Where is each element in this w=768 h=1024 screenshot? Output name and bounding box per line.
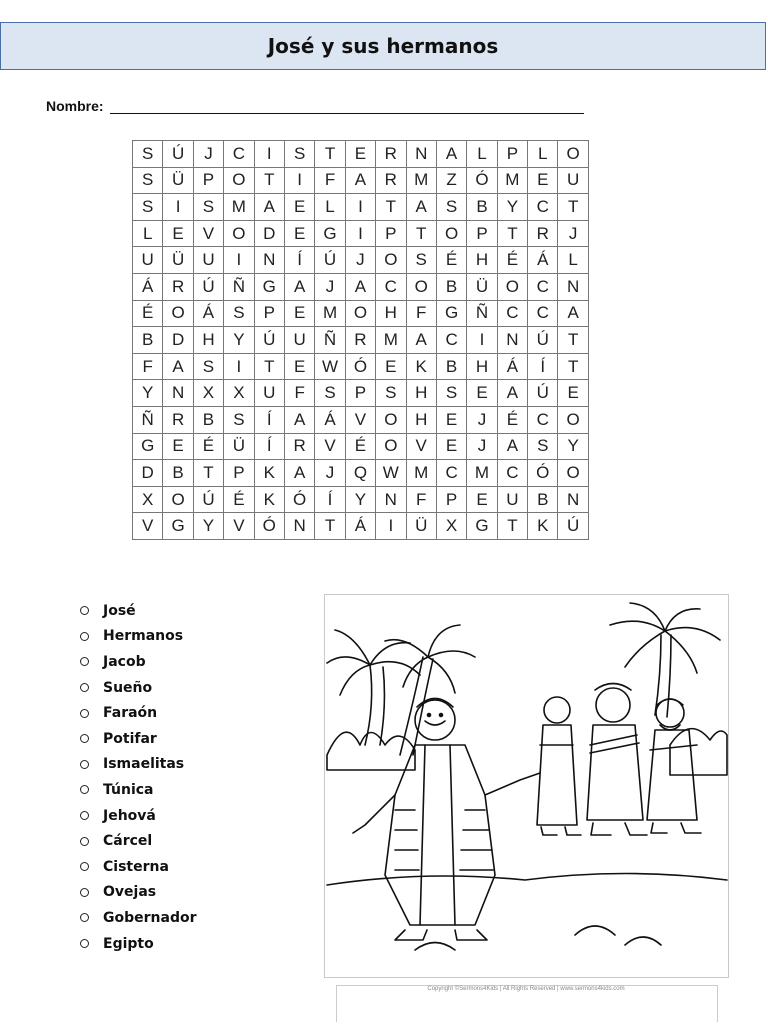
grid-cell[interactable]: Y <box>345 486 375 513</box>
grid-cell[interactable]: Ü <box>406 513 436 540</box>
grid-cell[interactable]: T <box>254 167 284 194</box>
grid-cell[interactable]: E <box>345 141 375 168</box>
grid-cell[interactable]: T <box>254 353 284 380</box>
grid-cell[interactable]: Q <box>345 460 375 487</box>
circle-bullet-icon[interactable] <box>80 785 89 794</box>
word-label: Túnica <box>103 781 154 798</box>
grid-cell[interactable]: H <box>467 247 497 274</box>
grid-row <box>133 327 589 354</box>
grid-cell[interactable]: B <box>436 273 466 300</box>
grid-cell[interactable]: C <box>528 300 558 327</box>
grid-cell[interactable]: G <box>315 220 345 247</box>
grid-cell[interactable]: F <box>284 380 314 407</box>
grid-cell[interactable]: B <box>528 486 558 513</box>
word-label: Egipto <box>103 935 154 952</box>
grid-cell[interactable]: C <box>528 273 558 300</box>
grid-cell[interactable]: M <box>497 167 527 194</box>
word-label: Potifar <box>103 730 157 747</box>
grid-cell[interactable]: R <box>284 433 314 460</box>
grid-cell[interactable]: B <box>193 406 223 433</box>
grid-cell[interactable]: K <box>254 486 284 513</box>
grid-cell[interactable]: H <box>193 327 223 354</box>
word-label: Ovejas <box>103 884 157 901</box>
grid-cell[interactable]: P <box>436 486 466 513</box>
grid-cell[interactable]: O <box>224 167 254 194</box>
word-list-item <box>80 777 197 803</box>
grid-cell[interactable]: G <box>163 513 193 540</box>
grid-cell[interactable]: T <box>315 141 345 168</box>
grid-cell[interactable]: B <box>133 327 163 354</box>
grid-cell[interactable]: I <box>224 353 254 380</box>
grid-cell[interactable]: O <box>345 300 375 327</box>
grid-cell[interactable]: A <box>406 194 436 221</box>
grid-cell[interactable]: R <box>528 220 558 247</box>
word-label: Jacob <box>103 653 146 670</box>
grid-cell[interactable]: O <box>376 433 406 460</box>
grid-cell[interactable]: Í <box>254 433 284 460</box>
grid-cell[interactable]: N <box>284 513 314 540</box>
grid-cell[interactable]: E <box>284 220 314 247</box>
grid-cell[interactable]: V <box>224 513 254 540</box>
grid-cell[interactable]: L <box>315 194 345 221</box>
word-list-item <box>80 880 197 906</box>
grid-cell[interactable]: P <box>467 220 497 247</box>
grid-row <box>133 406 589 433</box>
grid-cell[interactable]: B <box>163 460 193 487</box>
grid-cell[interactable]: E <box>528 167 558 194</box>
grid-cell[interactable]: S <box>436 380 466 407</box>
grid-cell[interactable]: E <box>284 353 314 380</box>
grid-cell[interactable]: S <box>376 380 406 407</box>
grid-cell[interactable]: D <box>133 460 163 487</box>
grid-row <box>133 300 589 327</box>
grid-cell[interactable]: V <box>193 220 223 247</box>
grid-cell[interactable]: I <box>345 194 375 221</box>
grid-cell[interactable]: Ú <box>558 513 588 540</box>
grid-cell[interactable]: S <box>315 380 345 407</box>
word-list-item <box>80 905 197 931</box>
grid-cell[interactable]: T <box>558 327 588 354</box>
grid-cell[interactable]: M <box>315 300 345 327</box>
grid-cell[interactable]: D <box>254 220 284 247</box>
grid-cell[interactable]: S <box>436 194 466 221</box>
grid-cell[interactable]: X <box>436 513 466 540</box>
grid-cell[interactable]: R <box>376 167 406 194</box>
grid-cell[interactable]: Á <box>345 513 375 540</box>
grid-cell[interactable]: E <box>467 380 497 407</box>
grid-cell[interactable]: Ú <box>193 273 223 300</box>
grid-cell[interactable]: C <box>497 460 527 487</box>
grid-cell[interactable]: E <box>163 433 193 460</box>
grid-cell[interactable]: J <box>315 273 345 300</box>
grid-cell[interactable]: A <box>284 460 314 487</box>
grid-cell[interactable]: C <box>497 300 527 327</box>
grid-cell[interactable]: S <box>133 167 163 194</box>
grid-cell[interactable]: O <box>406 273 436 300</box>
grid-cell[interactable]: H <box>406 380 436 407</box>
circle-bullet-icon[interactable] <box>80 606 89 615</box>
word-list-item <box>80 649 197 675</box>
grid-row <box>133 380 589 407</box>
grid-cell[interactable]: Á <box>315 406 345 433</box>
grid-cell[interactable]: J <box>558 220 588 247</box>
circle-bullet-icon[interactable] <box>80 913 89 922</box>
grid-cell[interactable]: N <box>406 141 436 168</box>
grid-cell[interactable]: F <box>406 300 436 327</box>
word-list-item <box>80 931 197 957</box>
grid-cell[interactable]: Y <box>193 513 223 540</box>
grid-cell[interactable]: Ú <box>254 327 284 354</box>
grid-cell[interactable]: C <box>376 273 406 300</box>
grid-cell[interactable]: N <box>254 247 284 274</box>
grid-cell[interactable]: G <box>467 513 497 540</box>
grid-cell[interactable]: P <box>224 460 254 487</box>
page-title: José y sus hermanos <box>267 34 499 58</box>
grid-cell[interactable]: Í <box>254 406 284 433</box>
word-list <box>80 598 197 956</box>
title-bar <box>0 22 766 70</box>
grid-cell[interactable]: V <box>133 513 163 540</box>
grid-cell[interactable]: I <box>224 247 254 274</box>
grid-cell[interactable]: Ó <box>345 353 375 380</box>
grid-cell[interactable]: C <box>224 141 254 168</box>
grid-cell[interactable]: U <box>558 167 588 194</box>
grid-cell[interactable]: W <box>315 353 345 380</box>
grid-cell[interactable]: L <box>133 220 163 247</box>
word-list-item <box>80 675 197 701</box>
grid-cell[interactable]: É <box>193 433 223 460</box>
grid-cell[interactable]: É <box>224 486 254 513</box>
grid-cell[interactable]: S <box>133 194 163 221</box>
grid-cell[interactable]: Ó <box>254 513 284 540</box>
grid-cell[interactable]: M <box>406 460 436 487</box>
grid-cell[interactable]: N <box>497 327 527 354</box>
grid-cell[interactable]: P <box>345 380 375 407</box>
grid-cell[interactable]: É <box>133 300 163 327</box>
circle-bullet-icon[interactable] <box>80 862 89 871</box>
grid-cell[interactable]: T <box>497 513 527 540</box>
grid-cell[interactable]: Y <box>133 380 163 407</box>
grid-cell[interactable]: S <box>133 141 163 168</box>
grid-cell[interactable]: Ú <box>193 486 223 513</box>
circle-bullet-icon[interactable] <box>80 939 89 948</box>
grid-cell[interactable]: K <box>254 460 284 487</box>
grid-cell[interactable]: A <box>254 194 284 221</box>
grid-cell[interactable]: R <box>376 141 406 168</box>
grid-cell[interactable]: X <box>224 380 254 407</box>
circle-bullet-icon[interactable] <box>80 760 89 769</box>
grid-cell[interactable]: E <box>467 486 497 513</box>
grid-cell[interactable]: O <box>376 406 406 433</box>
grid-cell[interactable]: É <box>497 247 527 274</box>
grid-cell[interactable]: Á <box>133 273 163 300</box>
joseph-brothers-illustration <box>325 595 728 977</box>
grid-cell[interactable]: Ó <box>467 167 497 194</box>
grid-cell[interactable]: Ñ <box>224 273 254 300</box>
grid-row <box>133 273 589 300</box>
grid-cell[interactable]: T <box>558 194 588 221</box>
grid-cell[interactable]: I <box>376 513 406 540</box>
word-label: Cisterna <box>103 858 169 875</box>
grid-cell[interactable]: R <box>163 273 193 300</box>
grid-cell[interactable]: L <box>528 141 558 168</box>
grid-cell[interactable]: Ú <box>163 141 193 168</box>
grid-cell[interactable]: A <box>497 380 527 407</box>
grid-cell[interactable]: P <box>497 141 527 168</box>
circle-bullet-icon[interactable] <box>80 632 89 641</box>
grid-cell[interactable]: U <box>133 247 163 274</box>
grid-cell[interactable]: Á <box>193 300 223 327</box>
grid-cell[interactable]: O <box>163 300 193 327</box>
grid-cell[interactable]: T <box>315 513 345 540</box>
grid-cell[interactable]: M <box>406 167 436 194</box>
grid-cell[interactable]: A <box>436 141 466 168</box>
grid-cell[interactable]: K <box>406 353 436 380</box>
word-label: Faraón <box>103 705 158 722</box>
grid-cell[interactable]: V <box>345 406 375 433</box>
grid-cell[interactable]: Í <box>284 247 314 274</box>
grid-cell[interactable]: J <box>467 433 497 460</box>
grid-cell[interactable]: Ó <box>284 486 314 513</box>
grid-cell[interactable]: S <box>224 300 254 327</box>
grid-cell[interactable]: Z <box>436 167 466 194</box>
grid-row <box>133 141 589 168</box>
grid-cell[interactable]: X <box>133 486 163 513</box>
grid-cell[interactable]: Ü <box>163 167 193 194</box>
grid-cell[interactable]: P <box>193 167 223 194</box>
grid-cell[interactable]: I <box>163 194 193 221</box>
grid-cell[interactable]: A <box>406 327 436 354</box>
grid-cell[interactable]: M <box>467 460 497 487</box>
grid-cell[interactable]: U <box>497 486 527 513</box>
grid-cell[interactable]: E <box>376 353 406 380</box>
circle-bullet-icon[interactable] <box>80 709 89 718</box>
grid-cell[interactable]: E <box>284 194 314 221</box>
word-list-item <box>80 700 197 726</box>
grid-cell[interactable]: V <box>315 433 345 460</box>
grid-cell[interactable]: E <box>436 406 466 433</box>
grid-cell[interactable]: P <box>376 220 406 247</box>
grid-cell[interactable]: N <box>558 486 588 513</box>
grid-row <box>133 353 589 380</box>
grid-cell[interactable]: S <box>193 194 223 221</box>
grid-cell[interactable]: A <box>497 433 527 460</box>
grid-cell[interactable]: C <box>528 194 558 221</box>
circle-bullet-icon[interactable] <box>80 837 89 846</box>
grid-cell[interactable]: O <box>558 460 588 487</box>
word-list-item <box>80 598 197 624</box>
grid-cell[interactable]: Ú <box>315 247 345 274</box>
grid-cell[interactable]: U <box>193 247 223 274</box>
grid-cell[interactable]: I <box>345 220 375 247</box>
grid-cell[interactable]: P <box>254 300 284 327</box>
grid-row <box>133 513 589 540</box>
grid-cell[interactable]: Ú <box>528 380 558 407</box>
grid-cell[interactable]: Ñ <box>315 327 345 354</box>
grid-row <box>133 433 589 460</box>
grid-cell[interactable]: A <box>558 300 588 327</box>
word-list-item <box>80 624 197 650</box>
grid-cell[interactable]: S <box>528 433 558 460</box>
grid-row <box>133 220 589 247</box>
grid-cell[interactable]: I <box>254 141 284 168</box>
grid-cell[interactable]: C <box>436 460 466 487</box>
grid-cell[interactable]: U <box>284 327 314 354</box>
grid-cell[interactable]: Ü <box>467 273 497 300</box>
grid-cell[interactable]: O <box>163 486 193 513</box>
grid-cell[interactable]: Ó <box>528 460 558 487</box>
grid-row <box>133 167 589 194</box>
grid-row <box>133 486 589 513</box>
grid-cell[interactable]: R <box>163 406 193 433</box>
grid-cell[interactable]: O <box>436 220 466 247</box>
grid-cell[interactable]: W <box>376 460 406 487</box>
grid-cell[interactable]: Í <box>315 486 345 513</box>
grid-cell[interactable]: X <box>193 380 223 407</box>
grid-cell[interactable]: G <box>133 433 163 460</box>
grid-cell[interactable]: A <box>345 273 375 300</box>
grid-cell[interactable]: T <box>406 220 436 247</box>
grid-cell[interactable]: E <box>284 300 314 327</box>
grid-cell[interactable]: N <box>376 486 406 513</box>
grid-cell[interactable]: Ñ <box>467 300 497 327</box>
grid-cell[interactable]: I <box>467 327 497 354</box>
grid-cell[interactable]: E <box>558 380 588 407</box>
grid-cell[interactable]: A <box>345 167 375 194</box>
grid-cell[interactable]: Ñ <box>133 406 163 433</box>
grid-cell[interactable]: O <box>558 141 588 168</box>
grid-cell[interactable]: J <box>467 406 497 433</box>
grid-cell[interactable]: J <box>193 141 223 168</box>
grid-cell[interactable]: A <box>284 406 314 433</box>
grid-cell[interactable]: Í <box>528 353 558 380</box>
grid-cell[interactable]: I <box>284 167 314 194</box>
circle-bullet-icon[interactable] <box>80 888 89 897</box>
word-list-item <box>80 752 197 778</box>
grid-cell[interactable]: Ú <box>528 327 558 354</box>
word-label: Hermanos <box>103 628 184 645</box>
word-list-item <box>80 854 197 880</box>
grid-cell[interactable]: T <box>376 194 406 221</box>
grid-cell[interactable]: Ü <box>224 433 254 460</box>
grid-cell[interactable]: O <box>224 220 254 247</box>
grid-cell[interactable]: F <box>315 167 345 194</box>
grid-cell[interactable]: E <box>436 433 466 460</box>
grid-cell[interactable]: N <box>558 273 588 300</box>
circle-bullet-icon[interactable] <box>80 683 89 692</box>
word-list-item <box>80 726 197 752</box>
grid-cell[interactable]: B <box>467 194 497 221</box>
grid-cell[interactable]: Y <box>224 327 254 354</box>
grid-cell[interactable]: C <box>436 327 466 354</box>
grid-cell[interactable]: G <box>254 273 284 300</box>
name-blank-line[interactable] <box>110 99 584 114</box>
name-field <box>46 98 584 114</box>
grid-cell[interactable]: J <box>315 460 345 487</box>
grid-row <box>133 194 589 221</box>
word-label: Ismaelitas <box>103 756 185 773</box>
grid-cell[interactable]: S <box>193 353 223 380</box>
grid-cell[interactable]: O <box>376 247 406 274</box>
grid-cell[interactable]: S <box>406 247 436 274</box>
grid-cell[interactable]: T <box>558 353 588 380</box>
word-label: Jehová <box>103 807 156 824</box>
grid-cell[interactable]: N <box>163 380 193 407</box>
grid-row <box>133 247 589 274</box>
word-label: Gobernador <box>103 909 197 926</box>
grid-cell[interactable]: A <box>163 353 193 380</box>
grid-cell[interactable]: Ü <box>163 247 193 274</box>
copyright-text: Copyright ©Sermons4Kids | All Rights Reserved | www.sermons4kids.com <box>427 986 625 992</box>
grid-cell[interactable]: O <box>558 406 588 433</box>
circle-bullet-icon[interactable] <box>80 657 89 666</box>
grid-cell[interactable]: G <box>436 300 466 327</box>
grid-cell[interactable]: Y <box>558 433 588 460</box>
grid-cell[interactable]: B <box>436 353 466 380</box>
grid-cell[interactable]: K <box>528 513 558 540</box>
name-label: Nombre: <box>46 98 104 114</box>
coloring-illustration <box>324 594 729 978</box>
grid-cell[interactable]: T <box>193 460 223 487</box>
grid-cell[interactable]: Y <box>497 194 527 221</box>
grid-cell[interactable]: C <box>528 406 558 433</box>
grid-cell[interactable]: F <box>406 486 436 513</box>
grid-cell[interactable]: U <box>254 380 284 407</box>
grid-cell[interactable]: M <box>224 194 254 221</box>
grid-cell[interactable]: H <box>406 406 436 433</box>
grid-cell[interactable]: O <box>497 273 527 300</box>
grid-cell[interactable]: V <box>406 433 436 460</box>
grid-cell[interactable]: É <box>345 433 375 460</box>
circle-bullet-icon[interactable] <box>80 734 89 743</box>
word-label: José <box>103 602 136 619</box>
grid-cell[interactable]: S <box>284 141 314 168</box>
word-list-item <box>80 803 197 829</box>
grid-cell[interactable]: Á <box>528 247 558 274</box>
grid-cell[interactable]: H <box>467 353 497 380</box>
word-search-grid <box>132 140 589 540</box>
grid-cell[interactable]: E <box>163 220 193 247</box>
grid-row <box>133 460 589 487</box>
grid-cell[interactable]: F <box>133 353 163 380</box>
grid-cell[interactable]: S <box>224 406 254 433</box>
grid-cell[interactable]: A <box>284 273 314 300</box>
grid-cell[interactable]: T <box>497 220 527 247</box>
word-label: Cárcel <box>103 833 153 850</box>
grid-cell[interactable]: L <box>558 247 588 274</box>
grid-cell[interactable]: M <box>376 327 406 354</box>
grid-cell[interactable]: É <box>436 247 466 274</box>
grid-cell[interactable]: Á <box>497 353 527 380</box>
word-label: Sueño <box>103 679 153 696</box>
grid-cell[interactable]: L <box>467 141 497 168</box>
grid-cell[interactable]: H <box>376 300 406 327</box>
grid-cell[interactable]: É <box>497 406 527 433</box>
grid-cell[interactable]: R <box>345 327 375 354</box>
grid-cell[interactable]: D <box>163 327 193 354</box>
word-list-item <box>80 828 197 854</box>
circle-bullet-icon[interactable] <box>80 811 89 820</box>
grid-cell[interactable]: J <box>345 247 375 274</box>
